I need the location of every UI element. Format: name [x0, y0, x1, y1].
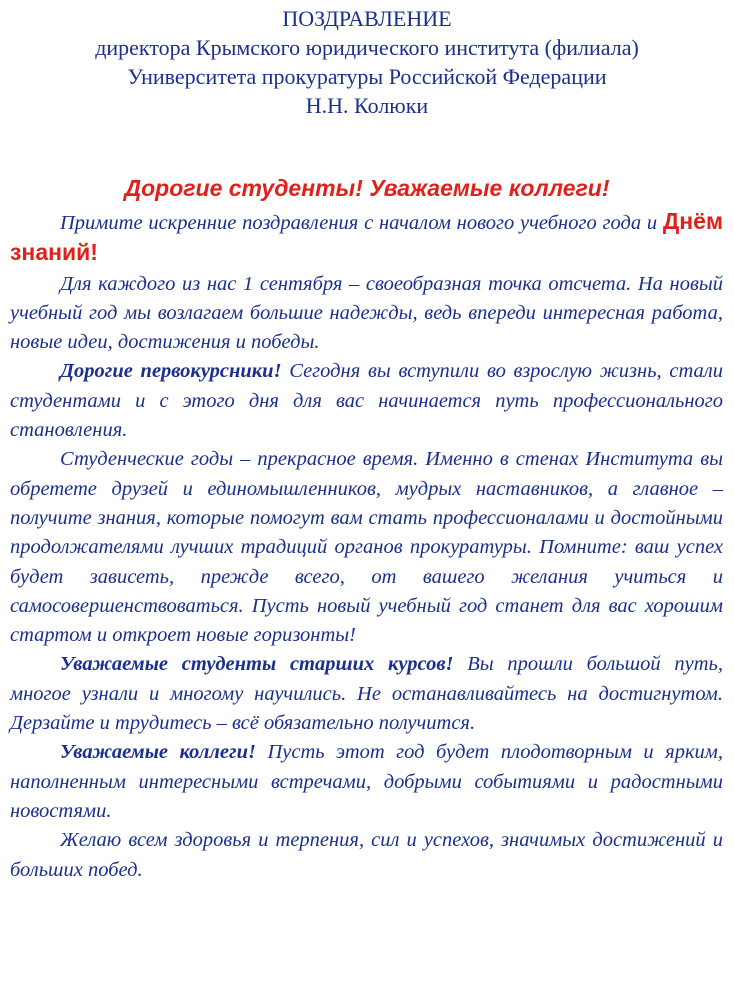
- paragraph-colleagues: [10, 738, 723, 826]
- greeting-heading: Дорогие студенты! Уважаемые коллеги!: [124, 175, 610, 201]
- address-senior-students: Уважаемые студенты старших курсов!: [60, 653, 454, 676]
- paragraph-september-first: [10, 270, 723, 358]
- letter-body: [10, 207, 723, 885]
- header-author-position: директора Крымского юридического института (филиала): [95, 35, 639, 60]
- paragraph-wishes: [10, 826, 723, 885]
- paragraph-congratulations: [10, 207, 723, 270]
- header-author-name: Н.Н. Колюки: [305, 93, 429, 118]
- header-organization: Университета прокуратуры Российской Федерации: [127, 64, 607, 89]
- paragraph-first-year-students: [10, 357, 723, 445]
- knowledge-day-highlight: Днём знаний!: [10, 208, 723, 266]
- paragraph-senior-students: [10, 650, 723, 738]
- paragraph-text: Пусть этот год будет плодотворным и ярким, наполненным интересными встречами, добрыми событиями и радостными новостями.: [10, 741, 723, 822]
- address-colleagues: Уважаемые коллеги!: [60, 741, 256, 764]
- paragraph-text: Студенческие годы – прекрасное время. Именно в стенах Института вы обретете друзей и единомышленников, мудрых наставников, а главное – получите знания, которые помогут вам стать профессионалами и достойными продолжателями лучших традиций органов прокуратуры. Помните: ваш успех будет зависеть, прежде всего, от вашего желания учиться и самосовершенствоваться. Пусть новый учебный год станет для вас хорошим стартом и откроет новые горизонты!: [10, 448, 723, 647]
- header-title: ПОЗДРАВЛЕНИЕ: [282, 6, 452, 31]
- paragraph-text: Вы прошли большой путь, многое узнали и многому научились. Не останавливайтесь на достигнутом. Дерзайте и трудитесь – всё обязательно получится.: [10, 653, 723, 735]
- address-first-year: Дорогие первокурсники!: [60, 360, 282, 383]
- paragraph-text: Примите искренние поздравления с началом нового учебного года и: [60, 212, 663, 234]
- paragraph-text: Желаю всем здоровья и терпения, сил и успехов, значимых достижений и больших побед.: [10, 829, 723, 881]
- document-header: [0, 4, 734, 120]
- paragraph-student-years: [10, 445, 723, 650]
- paragraph-text: Сегодня вы вступили во взрослую жизнь, стали студентами и с этого дня для вас начинается путь профессионального становления.: [10, 360, 723, 442]
- paragraph-text: Для каждого из нас 1 сентября – своеобразная точка отсчета. На новый учебный год мы возлагаем большие надежды, ведь впереди интересная работа, новые идеи, достижения и победы.: [10, 272, 723, 354]
